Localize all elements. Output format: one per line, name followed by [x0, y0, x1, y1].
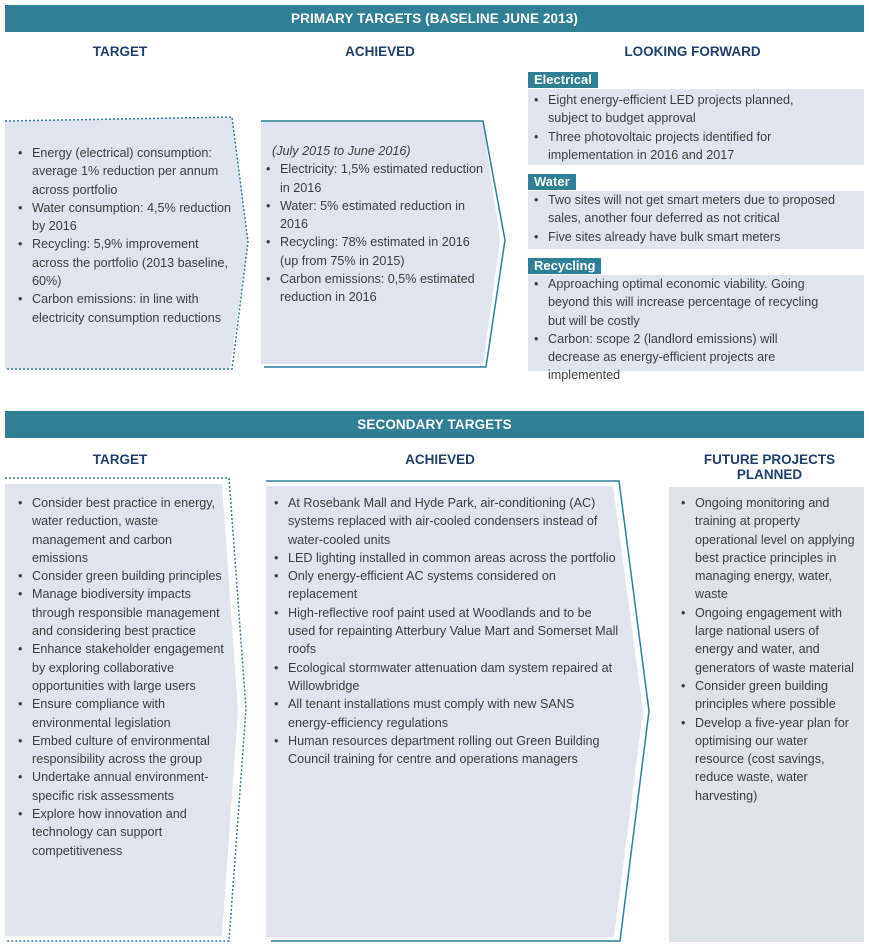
list-item: • Three photovoltaic projects identified for implementation in 2016 and 2017	[528, 128, 824, 165]
primary-target-list	[12, 144, 234, 327]
list-item: • Recycling: 5,9% improvement across the portfolio (2013 baseline, 60%)	[12, 235, 234, 290]
list-item: • Develop a five-year plan for optimising our water resource (cost savings, reduce waste, water harvesting)	[675, 714, 855, 805]
electrical-label: Electrical	[528, 72, 598, 88]
recycling-box	[528, 275, 864, 383]
list-item: • Consider green building principles	[12, 567, 230, 585]
list-item: • Energy (electrical) consumption: average 1% reduction per annum across portfolio	[12, 144, 234, 199]
water-label: Water	[528, 174, 576, 190]
list-item: • Ongoing monitoring and training at property operational level on applying best practice principles in managing energy, water, waste	[675, 494, 855, 604]
list-item: • Recycling: 78% estimated in 2016 (up from 75% in 2015)	[260, 233, 488, 270]
secondary-col-target: TARGET	[92, 452, 148, 467]
primary-col-target: TARGET	[92, 44, 148, 59]
secondary-target-list	[12, 494, 230, 860]
water-box	[528, 191, 864, 249]
primary-col-forward: LOOKING FORWARD	[624, 44, 761, 59]
list-item: • Carbon emissions: in line with electricity consumption reductions	[12, 290, 234, 327]
list-item: • Electricity: 1,5% estimated reduction in 2016	[260, 160, 488, 197]
primary-banner: PRIMARY TARGETS (BASELINE JUNE 2013)	[5, 5, 864, 32]
list-item: • Human resources department rolling out Green Building Council training for centre and operations managers	[268, 732, 620, 769]
list-item: • Two sites will not get smart meters due to proposed sales, another four deferred as not critical	[528, 191, 864, 228]
secondary-banner: SECONDARY TARGETS	[5, 411, 864, 438]
list-item: • Carbon: scope 2 (landlord emissions) will decrease as energy-efficient projects are implemented	[528, 330, 826, 385]
list-item: • LED lighting installed in common areas across the portfolio	[268, 549, 620, 567]
list-item: • Water consumption: 4,5% reduction by 2016	[12, 199, 234, 236]
electrical-box	[528, 89, 864, 165]
list-item: • Embed culture of environmental responsibility across the group	[12, 732, 230, 769]
secondary-col-future: FUTURE PROJECTS PLANNED	[703, 452, 836, 482]
list-item: • Eight energy-efficient LED projects planned, subject to budget approval	[528, 91, 824, 128]
secondary-achieved-list	[268, 494, 620, 768]
list-item: • At Rosebank Mall and Hyde Park, air-conditioning (AC) systems replaced with air-cooled condensers instead of water-cooled units	[268, 494, 620, 549]
list-item: • Water: 5% estimated reduction in 2016	[260, 197, 488, 234]
list-item: • Approaching optimal economic viability. Going beyond this will increase percentage of recycling but will be costly	[528, 275, 826, 330]
secondary-col-achieved: ACHIEVED	[405, 452, 475, 467]
list-item: • Undertake annual environment-specific risk assessments	[12, 768, 230, 805]
list-item: • Manage biodiversity impacts through responsible management and considering best practice	[12, 585, 230, 640]
list-item: • Only energy-efficient AC systems considered on replacement	[268, 567, 620, 604]
list-item: • Five sites already have bulk smart meters	[528, 228, 864, 246]
primary-achieved-list	[260, 142, 488, 307]
list-item: • High-reflective roof paint used at Woodlands and to be used for repainting Atterbury Value Mart and Somerset Mall roofs	[268, 604, 620, 659]
secondary-future-list	[675, 494, 855, 805]
list-item: • Enhance stakeholder engagement by exploring collaborative opportunities with large users	[12, 640, 230, 695]
list-item: • Carbon emissions: 0,5% estimated reduction in 2016	[260, 270, 488, 307]
primary-col-achieved: ACHIEVED	[345, 44, 415, 59]
list-item: • Ecological stormwater attenuation dam system repaired at Willowbridge	[268, 659, 620, 696]
achieved-period: (July 2015 to June 2016)	[272, 144, 411, 158]
list-item: • All tenant installations must comply with new SANS energy-efficiency regulations	[268, 695, 620, 732]
list-item: • Ongoing engagement with large national users of energy and water, and generators of waste material	[675, 604, 855, 677]
list-item: • Ensure compliance with environmental legislation	[12, 695, 230, 732]
list-item: • Consider best practice in energy, water reduction, waste management and carbon emissions	[12, 494, 230, 567]
list-item: • Consider green building principles where possible	[675, 677, 855, 714]
list-item: • Explore how innovation and technology can support competitiveness	[12, 805, 230, 860]
recycling-label: Recycling	[528, 258, 601, 274]
